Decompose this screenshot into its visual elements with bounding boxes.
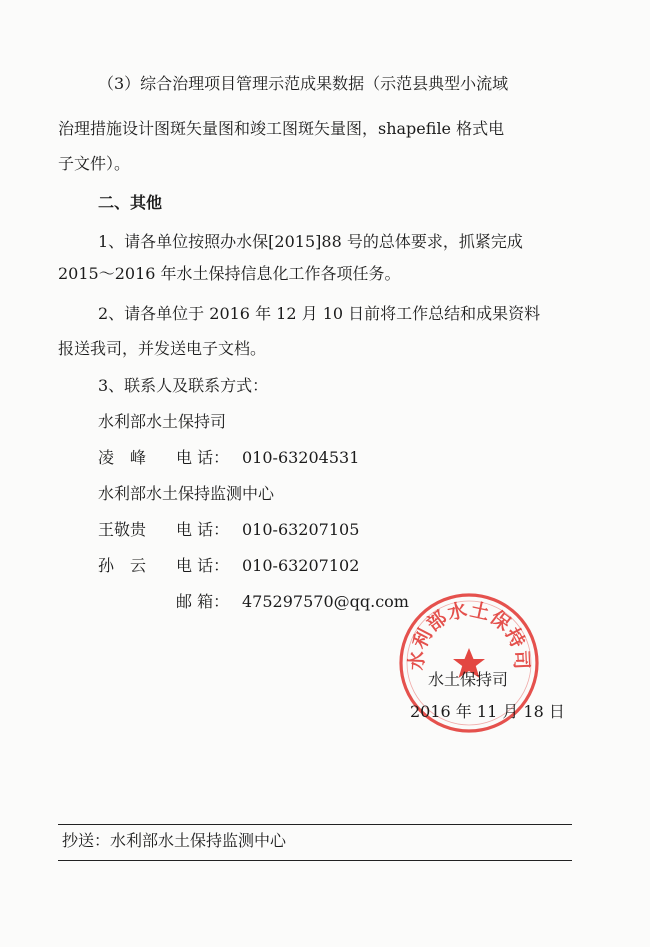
phone-number: 010-63207105 (242, 520, 360, 539)
contact-org-1: 水利部水土保持司 (98, 412, 227, 431)
phone-label: 电 话： (176, 556, 230, 575)
para-1-line-1: 1、请各单位按照办水保[2015]88 号的总体要求，抓紧完成 (98, 232, 523, 251)
contact-row-3 (98, 556, 578, 576)
para-2-line-2: 报送我司，并发送电子文档。 (58, 339, 267, 358)
section-heading-other: 二、其他 (98, 193, 163, 212)
contact-name: 王敬贵 (98, 520, 147, 539)
phone-label: 电 话： (176, 448, 230, 467)
contact-org-2: 水利部水土保持监测中心 (98, 484, 275, 503)
para-2-line-1: 2、请各单位于 2016 年 12 月 10 日前将工作总结和成果资料 (98, 304, 541, 323)
item3-line-3: 子文件）。 (58, 154, 131, 173)
item3-line-1: （3）综合治理项目管理示范成果数据（示范县典型小流域 (98, 74, 509, 93)
contact-name: 孙 云 (98, 556, 147, 575)
phone-label: 电 话： (176, 520, 230, 539)
phone-number: 010-63204531 (242, 448, 360, 467)
para-1-line-2: 2015～2016 年水土保持信息化工作各项任务。 (58, 264, 401, 283)
contact-row-2 (98, 520, 578, 540)
phone-number: 010-63207102 (242, 556, 360, 575)
signature-date: 2016 年 11 月 18 日 (410, 702, 565, 721)
email-address: 475297570@qq.com (242, 592, 409, 611)
divider-top (58, 824, 572, 825)
cc-line: 抄送：水利部水土保持监测中心 (62, 831, 287, 850)
divider-bottom (58, 860, 572, 861)
seal-text: 水利部水土保持司 (405, 598, 533, 671)
item3-line-2: 治理措施设计图斑矢量图和竣工图斑矢量图，shapefile 格式电 (58, 119, 505, 138)
signature-org: 水土保持司 (428, 670, 509, 689)
para-3-line-1: 3、联系人及联系方式： (98, 376, 269, 395)
contact-name: 凌 峰 (98, 448, 147, 467)
contact-row-1 (98, 448, 578, 468)
email-label: 邮 箱： (176, 592, 230, 611)
